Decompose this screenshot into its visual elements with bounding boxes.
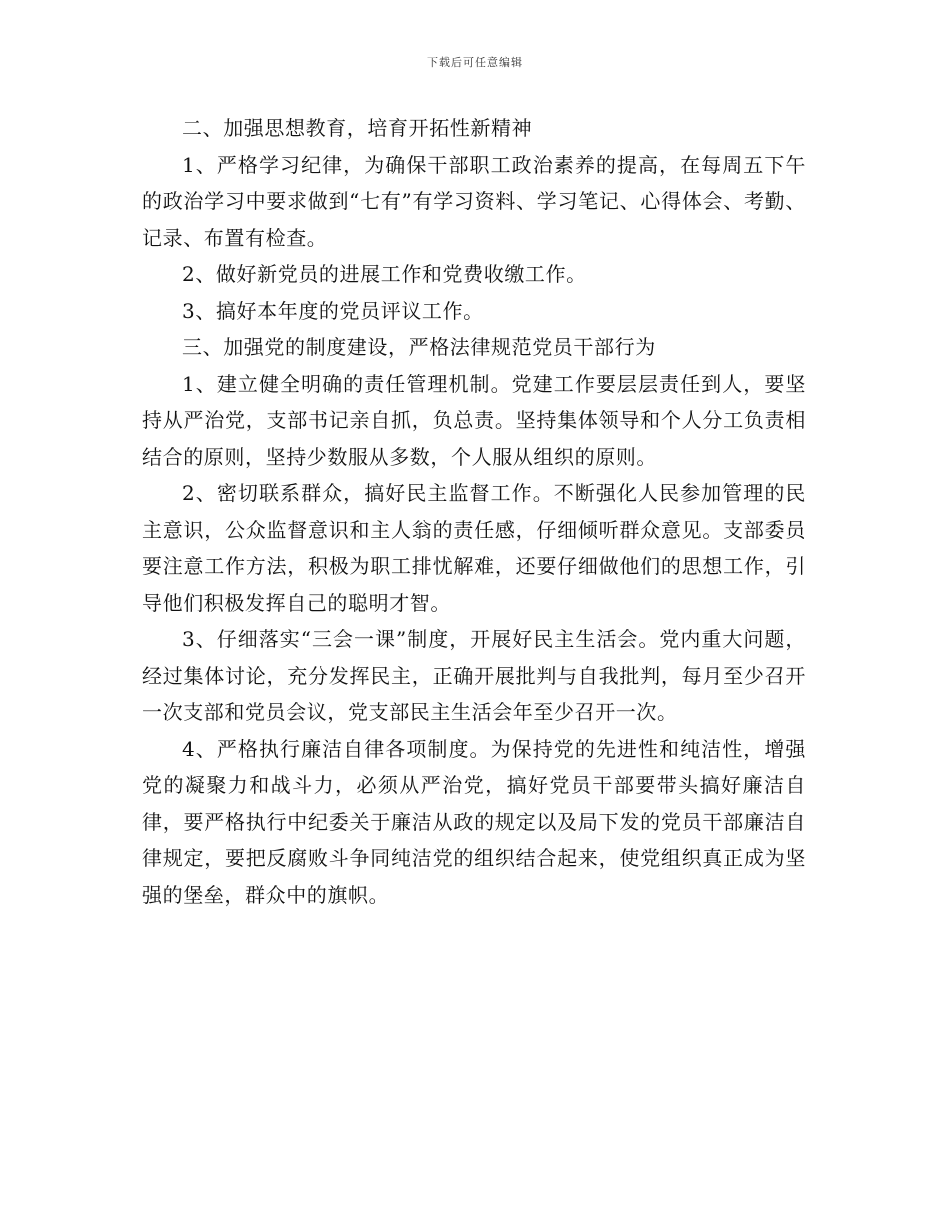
document-body [142, 110, 806, 913]
page-header: 下载后可任意编辑 [427, 56, 523, 69]
section-heading-2: 二、加强思想教育，培育开拓性新精神 [182, 116, 533, 140]
section-heading-3: 三、加强党的制度建设，严格法律规范党员干部行为 [182, 335, 656, 359]
paragraph: 2、密切联系群众，搞好民主监督工作。不断强化人民参加管理的民主意识，公众监督意识和主人翁的责任感，仔细倾听群众意见。支部委员要注意工作方法，积极为职工排忧解难，还要仔细做他们的思想工作，引导他们积极发挥自己的聪明才智。 [142, 481, 806, 615]
paragraph: 4、严格执行廉洁自律各项制度。为保持党的先进性和纯洁性，增强党的凝聚力和战斗力，必须从严治党，搞好党员干部要带头搞好廉洁自律，要严格执行中纪委关于廉洁从政的规定以及局下发的党员干部廉洁自律规定，要把反腐败斗争同纯洁党的组织结合起来，使党组织真正成为坚强的堡垒，群众中的旗帜。 [142, 736, 806, 907]
paragraph: 1、严格学习纪律，为确保干部职工政治素养的提高，在每周五下午的政治学习中要求做到“七有”有学习资料、学习笔记、心得体会、考勤、记录、布置有检查。 [142, 152, 806, 250]
paragraph: 1、建立健全明确的责任管理机制。党建工作要层层责任到人，要坚持从严治党，支部书记亲自抓，负总责。坚持集体领导和个人分工负责相结合的原则，坚持少数服从多数，个人服从组织的原则。 [142, 371, 806, 469]
paragraph: 2、做好新党员的进展工作和党费收缴工作。 [182, 262, 587, 286]
paragraph: 3、搞好本年度的党员评议工作。 [182, 298, 484, 323]
paragraph: 3、仔细落实“三会一课”制度，开展好民主生活会。党内重大问题，经过集体讨论，充分发挥民主，正确开展批判与自我批判，每月至少召开一次支部和党员会议，党支部民主生活会年至少召开一次。 [142, 627, 806, 724]
